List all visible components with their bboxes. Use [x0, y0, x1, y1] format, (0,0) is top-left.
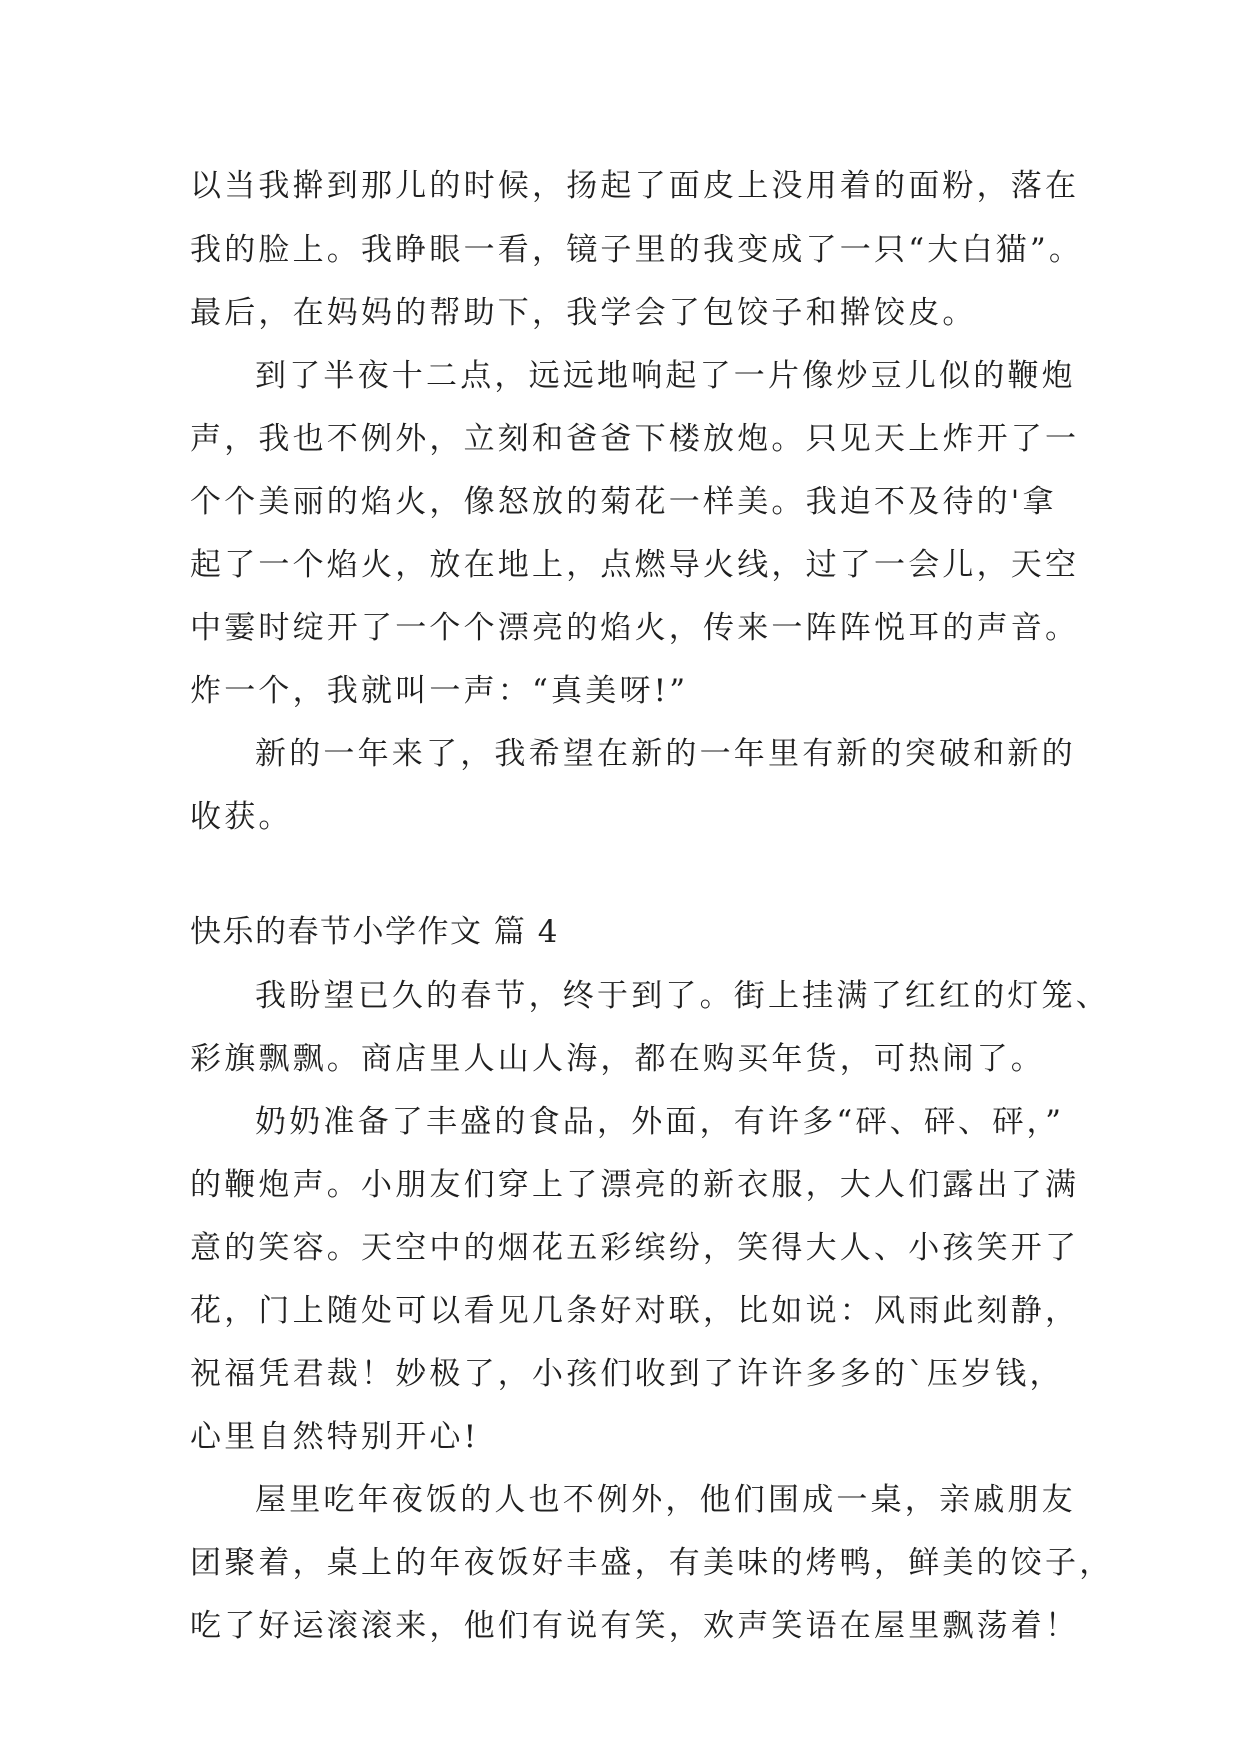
text-line: 吃了好运滚滚来，他们有说有笑，欢声笑语在屋里飘荡着！ — [190, 1608, 1080, 1644]
text-line: 我的脸上。我睁眼一看，镜子里的我变成了一只“大白猫”。 — [190, 232, 1084, 268]
text-line: 彩旗飘飘。商店里人山人海，都在购买年货，可热闹了。 — [190, 1041, 1045, 1077]
text-line: 个个美丽的焰火，像怒放的菊花一样美。我迫不及待的'拿 — [190, 484, 1057, 520]
text-line: 起了一个焰火，放在地上，点燃导火线，过了一会儿，天空 — [190, 547, 1080, 583]
text-line: 收获。 — [190, 799, 293, 835]
text-line: 声，我也不例外，立刻和爸爸下楼放炮。只见天上炸开了一 — [190, 421, 1080, 457]
text-line: 的鞭炮声。小朋友们穿上了漂亮的新衣服，大人们露出了满 — [190, 1167, 1080, 1203]
text-line: 炸一个，我就叫一声：“真美呀!” — [190, 673, 689, 709]
paragraph-start-line: 奶奶准备了丰盛的食品，外面，有许多“砰、砰、砰，” — [255, 1104, 1065, 1140]
paragraph-start-line: 新的一年来了，我希望在新的一年里有新的突破和新的 — [255, 736, 1076, 772]
text-line: 团聚着，桌上的年夜饭好丰盛，有美味的烤鸭，鲜美的饺子， — [190, 1545, 1114, 1581]
paragraph-start-line: 我盼望已久的春节，终于到了。街上挂满了红红的灯笼、 — [255, 978, 1110, 1014]
text-line: 最后，在妈妈的帮助下，我学会了包饺子和擀饺皮。 — [190, 295, 977, 331]
paragraph-start-line: 屋里吃年夜饭的人也不例外，他们围成一桌，亲戚朋友 — [255, 1482, 1076, 1518]
text-line: 花，门上随处可以看见几条好对联，比如说：风雨此刻静， — [190, 1293, 1080, 1329]
paragraph-start-line: 到了半夜十二点，远远地响起了一片像炒豆儿似的鞭炮 — [255, 358, 1076, 394]
text-line: 意的笑容。天空中的烟花五彩缤纷，笑得大人、小孩笑开了 — [190, 1230, 1080, 1266]
text-line: 祝福凭君裁！妙极了，小孩们收到了许许多多的`压岁钱， — [190, 1356, 1064, 1392]
text-line: 心里自然特别开心! — [190, 1419, 480, 1455]
text-line: 中霎时绽开了一个个漂亮的焰火，传来一阵阵悦耳的声音。 — [190, 610, 1080, 646]
section-heading: 快乐的春节小学作文 篇 4 — [190, 914, 559, 950]
text-line: 以当我擀到那儿的时候，扬起了面皮上没用着的面粉，落在 — [190, 168, 1080, 204]
